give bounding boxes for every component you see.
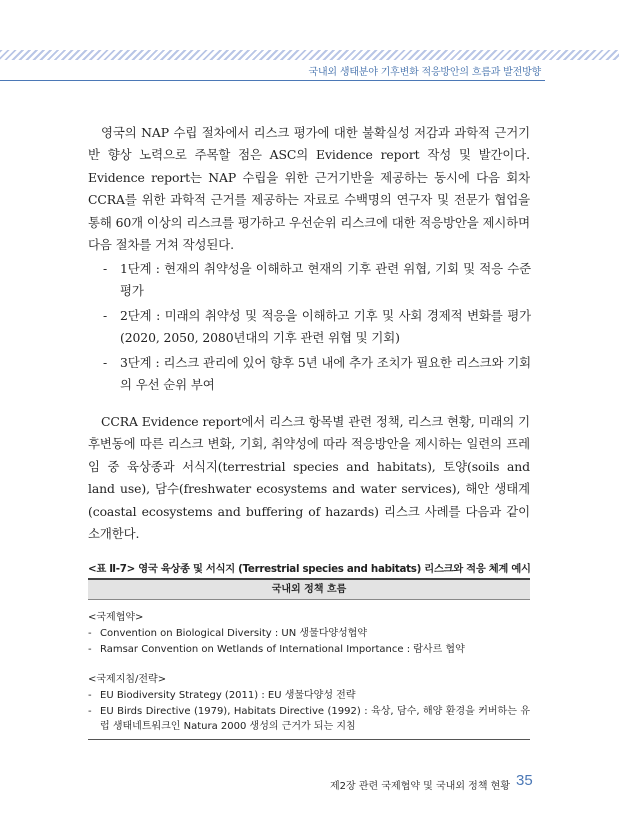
list-item-text: 1단계 : 현재의 취약성을 이해하고 현재의 기후 관련 위협, 기회 및 적응 수준 평가	[120, 261, 531, 298]
table-bottom-rule	[88, 739, 530, 740]
list-item-text: 3단계 : 리스크 관리에 있어 향후 5년 내에 추가 조치가 필요한 리스크와 기회의 우선 순위 부여	[120, 355, 531, 392]
row-dash: -	[88, 705, 92, 717]
paragraph-1-text: 영국의 NAP 수립 절차에서 리스크 평가에 대한 불확실성 저감과 과학적 근거기반 향상 노력으로 주목할 점은 ASC의 Evidence report 작성 및 발간이다. Evidence report는 NAP 수립을 위한 근거기반을 제공하는 동시에 다음 회차 CCRA를 위한 과학적 근거를 제공하는 자료로 수백명의 연구자 및 전문가 협업을 통해 60개 이상의 리스크를 평가하고 우선순위 리스크에 대한 적응방안을 제시하며 다음 절차를 거쳐 작성된다.	[88, 125, 530, 253]
list-item	[103, 305, 531, 349]
list-item	[103, 352, 531, 396]
header-hatch-band	[0, 50, 619, 60]
list-item	[103, 258, 531, 302]
paragraph-1	[88, 122, 530, 256]
group-title: <국제지침/전략>	[88, 674, 167, 685]
header-rule	[0, 80, 545, 81]
table-row	[88, 642, 530, 658]
table-header-rule	[88, 599, 530, 600]
table-caption: <표 Ⅱ-7> 영국 육상종 및 서식지 (Terrestrial species and habitats) 리스크와 적응 체계 예시	[88, 563, 531, 575]
list-dash: -	[103, 355, 108, 370]
table-header: 국내외 정책 흐름	[88, 580, 530, 599]
table-body	[88, 609, 530, 735]
list-item-text: 2단계 : 미래의 취약성 및 적응을 이해하고 기후 및 사회 경제적 변화를 평가(2020, 2050, 2080년대의 기후 관련 위협 및 기회)	[120, 308, 531, 345]
row-dash: -	[88, 690, 92, 701]
list-dash: -	[103, 261, 108, 276]
paragraph-2-text: CCRA Evidence report에서 리스크 항목별 관련 정책, 리스크 현황, 미래의 기후변동에 따른 리스크 변화, 기회, 취약성에 따라 적응방안을 제시하는 일련의 프레임 중 육상종과 서식지(terrestrial species and habitats), 토양(soils and land use), 담수(freshwater ecosystems and water services), 해안 생태계(coastal ecosystems and buffering of hazards) 리스크 사례를 다음과 같이 소개한다.	[88, 414, 530, 542]
table-row	[88, 626, 530, 642]
running-title: 국내외 생태분야 기후변화 적응방안의 흐름과 발전방향	[308, 67, 541, 78]
row-text: EU Birds Directive (1979), Habitats Directive (1992) : 육상, 담수, 해양 환경을 커버하는 유럽 생태네트워크인 Natura 2000 생성의 근거가 되는 지침	[100, 705, 530, 732]
footer-chapter: 제2장 관련 국제협약 및 국내외 정책 현황	[330, 781, 510, 792]
row-dash: -	[88, 628, 92, 639]
row-text: Ramsar Convention on Wetlands of International Importance : 람사르 협약	[100, 643, 465, 655]
row-text: Convention on Biological Diversity : UN 생물다양성협약	[100, 628, 367, 639]
row-dash: -	[88, 643, 92, 655]
table-row	[88, 704, 530, 735]
paragraph-2	[88, 411, 530, 545]
group-title: <국제협약>	[88, 612, 144, 623]
step-list	[103, 258, 531, 399]
page-number: 35	[516, 772, 533, 789]
table-row	[88, 688, 530, 704]
row-text: EU Biodiversity Strategy (2011) : EU 생물다양성 전략	[100, 690, 356, 701]
list-dash: -	[103, 308, 108, 323]
